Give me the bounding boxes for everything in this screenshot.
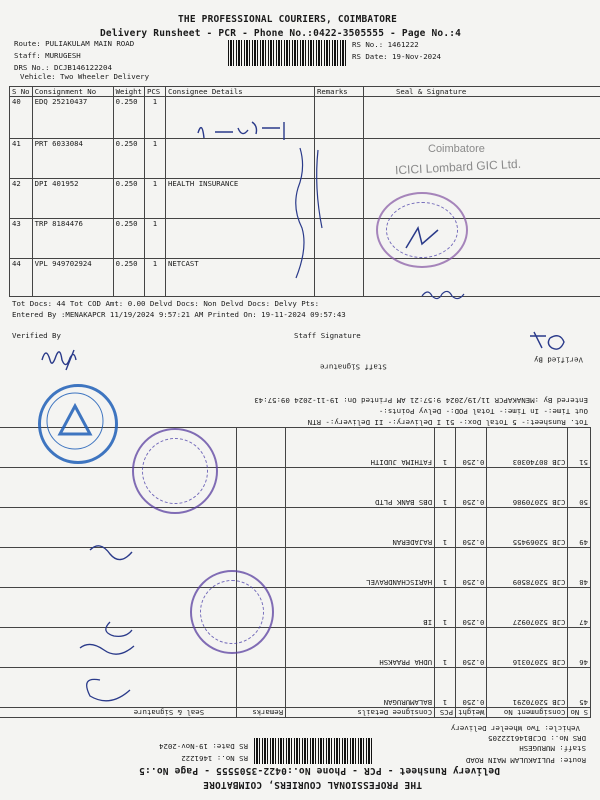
- col-sno: S No: [568, 708, 591, 718]
- verified-by-label: Verified By: [12, 331, 61, 340]
- vehicle-label: Vehicle: Two Wheeler Delivery: [20, 72, 150, 81]
- table-cell: 0.250: [456, 628, 487, 668]
- table-cell: CJB 80740303: [487, 428, 568, 468]
- tuv-certification-stamp: [38, 384, 118, 464]
- table-cell: [237, 508, 286, 548]
- entered-line: Entered By :MENAKAPCR 11/19/2024 9:57:21 AM Printed On: 19-11-2024 09:57:43: [12, 310, 346, 319]
- cell-weight: 0.250: [113, 139, 144, 179]
- rs-number: RS No.: 1461222: [352, 40, 419, 49]
- verified-by-label-copy: Verified By: [534, 355, 583, 365]
- table-cell: CJB 52070316: [487, 628, 568, 668]
- indian-bank-stamp: [190, 570, 274, 654]
- staff-signature-label-copy: Staff Signature: [320, 362, 387, 372]
- cell-consignment: PRT 6033084: [32, 139, 113, 179]
- entered-line-copy: Entered By :MENAKAPCR 11/19/2024 9:57:21 AM Printed On: 19-11-2024 09:57:43: [254, 396, 588, 405]
- cell-weight: 0.250: [113, 219, 144, 259]
- table-cell: 0.250: [456, 468, 487, 508]
- handwritten-initials: [398, 218, 448, 258]
- table-cell: 45: [568, 668, 591, 708]
- table-cell: 1: [435, 668, 456, 708]
- company-title: THE PROFESSIONAL COURIERS, COIMBATORE: [178, 14, 398, 25]
- handwritten-note: [418, 286, 478, 302]
- runsheet-title: Delivery Runsheet - PCR - Phone No.:0422-3505555 - Page No.:4: [100, 28, 462, 39]
- table-cell: 1: [435, 588, 456, 628]
- col-weight: Weight: [113, 87, 144, 97]
- table-cell: 50: [568, 468, 591, 508]
- table-cell: CJB 52069455: [487, 508, 568, 548]
- staff-label-copy: Staff: MURUGESH: [519, 744, 586, 753]
- staff-signature-label: Staff Signature: [294, 331, 361, 340]
- table-cell: RAJADERAN: [286, 508, 435, 548]
- table-cell: CJB 52078509: [487, 548, 568, 588]
- cell-sno: 43: [10, 219, 33, 259]
- table-cell: CJB 52070986: [487, 468, 568, 508]
- runsheet-title-copy: Delivery Runsheet - PCR - Phone No.:0422-3505555 - Page No.:5: [138, 765, 500, 776]
- cell-sno: 44: [10, 259, 33, 297]
- cell-pcs: 1: [144, 259, 165, 297]
- route-label-copy: Route: PULIAKULAM MAIN ROAD: [465, 756, 586, 765]
- drs-bank-stamp: [132, 428, 218, 514]
- cell-seal: [363, 259, 600, 297]
- table-cell: [237, 468, 286, 508]
- table-cell: 1: [435, 428, 456, 468]
- table-cell: FATHIMA JUDITH: [286, 428, 435, 468]
- table-header-row: [10, 87, 600, 97]
- table-cell: 1: [435, 628, 456, 668]
- table-cell: [237, 428, 286, 468]
- table-row: [0, 468, 591, 508]
- cell-consignment: EDQ 25210437: [32, 97, 113, 139]
- cell-seal: [363, 97, 600, 139]
- rs-date: RS Date: 19-Nov-2024: [352, 52, 441, 61]
- table-cell: 46: [568, 628, 591, 668]
- rs-number-copy: RS No.: 1461222: [181, 754, 248, 763]
- table-cell: CJB 52070291: [487, 668, 568, 708]
- col-weight: Weight: [456, 708, 487, 718]
- table-cell: 1: [435, 548, 456, 588]
- cell-consignment: DPI 401952: [32, 179, 113, 219]
- col-remarks: Remarks: [314, 87, 363, 97]
- out-time-line: Out Time:- In Time:- Total POD:- Delvy Points:-: [378, 407, 588, 416]
- col-pcs: PCS: [144, 87, 165, 97]
- table-cell: 48: [568, 548, 591, 588]
- verifier-signature: [36, 340, 96, 374]
- col-consignee: Consignee Details: [286, 708, 435, 718]
- cell-pcs: 1: [144, 139, 165, 179]
- table-cell: BALAMURUGAN: [286, 668, 435, 708]
- table-cell: 49: [568, 508, 591, 548]
- cell-pcs: 1: [144, 219, 165, 259]
- drs-number-copy: DRS No.: DCJB146122205: [488, 734, 586, 743]
- table-cell: [237, 668, 286, 708]
- totals-line-copy: Tot. Runsheet:- 5 Total Dox:- 51 I Delivery:- II Delivery:- RTN: [307, 418, 588, 427]
- cell-sno: 41: [10, 139, 33, 179]
- table-cell: 51: [568, 428, 591, 468]
- table-cell: 0.250: [456, 548, 487, 588]
- table-cell: CJB 52070927: [487, 588, 568, 628]
- table-cell: 0.250: [456, 588, 487, 628]
- staff-signature-mark: [528, 326, 578, 356]
- col-remarks: Remarks: [237, 708, 286, 718]
- table-cell: DBS BANK PLTD: [286, 468, 435, 508]
- cell-consignee: NETCAST: [165, 259, 314, 297]
- stamp-text-line2: ICICI Lombard GIC Ltd.: [394, 156, 522, 178]
- barcode-image: [228, 40, 346, 66]
- company-title-copy: THE PROFESSIONAL COURIERS, COIMBATORE: [202, 779, 422, 790]
- table-cell: 1: [435, 468, 456, 508]
- handwritten-signature: [180, 108, 330, 288]
- handwritten-signatures-lower: [60, 530, 180, 730]
- col-consignment: Consignment No: [487, 708, 568, 718]
- cell-consignment: TRP 8184476: [32, 219, 113, 259]
- col-seal: Seal & Signature: [0, 708, 237, 718]
- table-cell: 1: [435, 508, 456, 548]
- cell-consignee: HEALTH INSURANCE: [165, 179, 314, 219]
- cell-weight: 0.250: [113, 179, 144, 219]
- cell-consignment: VPL 949702924: [32, 259, 113, 297]
- table-cell: 47: [568, 588, 591, 628]
- col-pcs: PCS: [435, 708, 456, 718]
- rs-date-copy: RS Date: 19-Nov-2024: [159, 742, 248, 751]
- col-consignment: Consignment No: [32, 87, 113, 97]
- staff-label: Staff: MURUGESH: [14, 51, 81, 60]
- vehicle-label-copy: Vehicle: Two Wheeler Delivery: [450, 724, 580, 733]
- cell-sno: 42: [10, 179, 33, 219]
- cell-weight: 0.250: [113, 97, 144, 139]
- route-label: Route: PULIAKULAM MAIN ROAD: [14, 39, 135, 48]
- col-consignee: Consignee Details: [165, 87, 314, 97]
- table-cell: UDHA PRAAKSH: [286, 628, 435, 668]
- tuv-triangle-icon: [38, 384, 112, 458]
- stamp-text-line1: Coimbatore: [428, 143, 485, 155]
- drs-number: DRS No.: DCJB146122204: [14, 63, 112, 72]
- table-cell: 0.250: [456, 508, 487, 548]
- barcode-image-copy: [254, 738, 372, 764]
- cell-pcs: 1: [144, 179, 165, 219]
- cell-sno: 40: [10, 97, 33, 139]
- cell-weight: 0.250: [113, 259, 144, 297]
- table-cell: 0.250: [456, 428, 487, 468]
- col-seal: Seal & Signature: [363, 87, 600, 97]
- col-sno: S No: [10, 87, 33, 97]
- cell-pcs: 1: [144, 97, 165, 139]
- table-cell: HARISCHANDRAVEL: [286, 548, 435, 588]
- totals-line: Tot Docs: 44 Tot COD Amt: 0.00 Delvd Docs: Non Delvd Docs: Delvy Pts:: [12, 299, 320, 308]
- table-cell: 0.250: [456, 668, 487, 708]
- table-cell: IB: [286, 588, 435, 628]
